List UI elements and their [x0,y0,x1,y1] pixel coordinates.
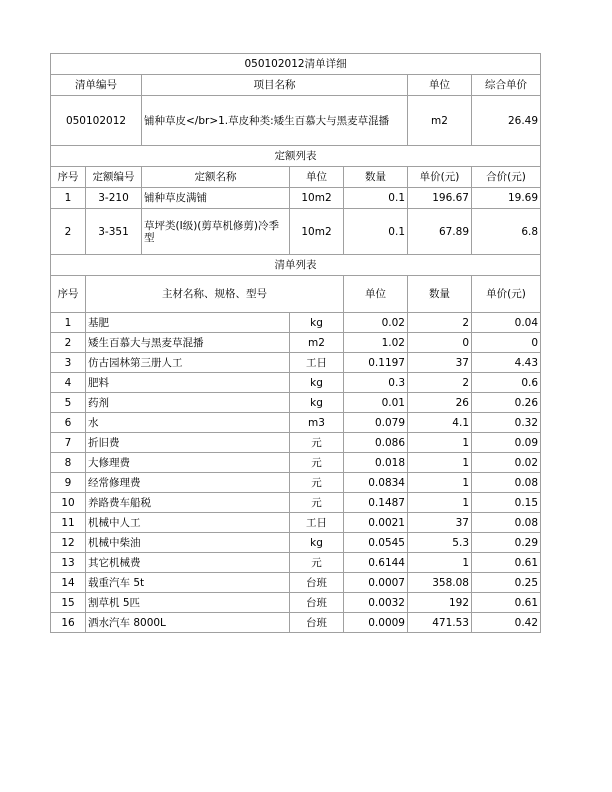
material-total: 4.43 [472,353,541,373]
material-price: 1 [408,473,472,493]
material-row [51,313,541,333]
material-unit: m2 [290,333,344,353]
material-qty: 0.01 [344,393,408,413]
material-unit: 台班 [290,593,344,613]
material-row [51,493,541,513]
material-qty: 0.0545 [344,533,408,553]
material-qty: 0.0834 [344,473,408,493]
material-row [51,453,541,473]
material-total: 0.08 [472,513,541,533]
material-name: 折旧费 [86,433,290,453]
material-qty: 0.0007 [344,573,408,593]
material-header-cell: 主材名称、规格、型号 [86,276,344,313]
material-qty: 0.3 [344,373,408,393]
material-price: 37 [408,353,472,373]
material-unit: kg [290,313,344,333]
material-price: 358.08 [408,573,472,593]
bill-name: 铺种草皮</br>1.草皮种类:矮生百慕大与黑麦草混播 [142,96,408,146]
material-row [51,373,541,393]
material-no: 4 [51,373,86,393]
quota-total: 19.69 [472,188,541,209]
material-price: 1 [408,553,472,573]
material-price: 1 [408,493,472,513]
material-unit: 工日 [290,513,344,533]
material-row [51,513,541,533]
quota-header-cell: 数量 [344,167,408,188]
material-total: 0.08 [472,473,541,493]
quota-code: 3-351 [86,209,142,255]
quota-no: 2 [51,209,86,255]
quota-header-cell: 定额名称 [142,167,290,188]
material-name: 载重汽车 5t [86,573,290,593]
quota-code: 3-210 [86,188,142,209]
material-row [51,573,541,593]
material-name: 机械中柴油 [86,533,290,553]
material-name: 养路费车船税 [86,493,290,513]
material-no: 3 [51,353,86,373]
material-no: 7 [51,433,86,453]
material-row [51,433,541,453]
quota-no: 1 [51,188,86,209]
quota-header-row [51,167,541,188]
material-unit: kg [290,533,344,553]
quota-header-cell: 单价(元) [408,167,472,188]
quota-row [51,209,541,255]
quota-header-cell: 定额编号 [86,167,142,188]
material-no: 6 [51,413,86,433]
material-qty: 1.02 [344,333,408,353]
quota-price: 196.67 [408,188,472,209]
material-no: 10 [51,493,86,513]
material-price: 1 [408,453,472,473]
bill-unit: m2 [408,96,472,146]
material-row [51,413,541,433]
material-header-cell: 单位 [344,276,408,313]
material-total: 0.25 [472,573,541,593]
material-price: 2 [408,313,472,333]
quota-total: 6.8 [472,209,541,255]
bill-unit-header: 单位 [408,75,472,96]
material-total: 0.26 [472,393,541,413]
material-qty: 0.1487 [344,493,408,513]
material-row [51,473,541,493]
material-total: 0.6 [472,373,541,393]
material-price: 1 [408,433,472,453]
material-no: 9 [51,473,86,493]
material-header-cell: 单价(元) [472,276,541,313]
material-unit: kg [290,393,344,413]
material-name: 药剂 [86,393,290,413]
material-total: 0.32 [472,413,541,433]
material-qty: 0.1197 [344,353,408,373]
material-price: 26 [408,393,472,413]
material-price: 0 [408,333,472,353]
quota-name: 草坪类(I级)(剪草机修剪)冷季型 [142,209,290,255]
material-row [51,593,541,613]
material-total: 0.29 [472,533,541,553]
material-section-title: 清单列表 [51,255,541,276]
bill-detail-table [50,53,541,633]
material-total: 0.61 [472,553,541,573]
material-total: 0.15 [472,493,541,513]
material-name: 机械中人工 [86,513,290,533]
material-price: 37 [408,513,472,533]
material-total: 0.02 [472,453,541,473]
quota-price: 67.89 [408,209,472,255]
material-unit: 元 [290,473,344,493]
quota-name: 铺种草皮满铺 [142,188,290,209]
material-qty: 0.086 [344,433,408,453]
material-row [51,613,541,633]
bill-code: 050102012 [51,96,142,146]
material-price: 2 [408,373,472,393]
material-name: 基肥 [86,313,290,333]
material-price: 4.1 [408,413,472,433]
bill-name-header: 项目名称 [142,75,408,96]
material-no: 14 [51,573,86,593]
material-unit: 元 [290,553,344,573]
quota-header-cell: 合价(元) [472,167,541,188]
quota-qty: 0.1 [344,188,408,209]
quota-section-title: 定额列表 [51,146,541,167]
material-total: 0.04 [472,313,541,333]
material-name: 其它机械费 [86,553,290,573]
material-unit: 台班 [290,573,344,593]
material-total: 0.42 [472,613,541,633]
material-name: 割草机 5匹 [86,593,290,613]
material-name: 矮生百慕大与黑麦草混播 [86,333,290,353]
material-price: 5.3 [408,533,472,553]
material-qty: 0.018 [344,453,408,473]
material-row [51,393,541,413]
material-row [51,533,541,553]
material-no: 16 [51,613,86,633]
material-no: 13 [51,553,86,573]
material-row [51,553,541,573]
material-no: 12 [51,533,86,553]
material-name: 洒水汽车 8000L [86,613,290,633]
material-no: 2 [51,333,86,353]
bill-price-header: 综合单价 [472,75,541,96]
material-name: 仿古园林第三册人工 [86,353,290,373]
material-total: 0.61 [472,593,541,613]
material-unit: 台班 [290,613,344,633]
material-unit: 工日 [290,353,344,373]
material-price: 192 [408,593,472,613]
material-qty: 0.079 [344,413,408,433]
material-row [51,353,541,373]
material-total: 0.09 [472,433,541,453]
quota-unit: 10m2 [290,188,344,209]
material-qty: 0.0021 [344,513,408,533]
material-header-row [51,276,541,313]
material-no: 5 [51,393,86,413]
material-no: 1 [51,313,86,333]
material-price: 471.53 [408,613,472,633]
material-qty: 0.0032 [344,593,408,613]
bill-code-header: 清单编号 [51,75,142,96]
material-qty: 0.6144 [344,553,408,573]
material-unit: 元 [290,493,344,513]
material-total: 0 [472,333,541,353]
material-header-cell: 数量 [408,276,472,313]
quota-row [51,188,541,209]
quota-qty: 0.1 [344,209,408,255]
material-name: 经常修理费 [86,473,290,493]
material-header-cell: 序号 [51,276,86,313]
material-name: 水 [86,413,290,433]
quota-header-cell: 序号 [51,167,86,188]
material-unit: 元 [290,453,344,473]
material-unit: kg [290,373,344,393]
quota-header-cell: 单位 [290,167,344,188]
material-name: 大修理费 [86,453,290,473]
material-no: 8 [51,453,86,473]
material-no: 11 [51,513,86,533]
bill-price: 26.49 [472,96,541,146]
material-unit: m3 [290,413,344,433]
material-qty: 0.0009 [344,613,408,633]
table-title: 050102012清单详细 [51,54,541,75]
material-name: 肥料 [86,373,290,393]
quota-unit: 10m2 [290,209,344,255]
material-no: 15 [51,593,86,613]
material-row [51,333,541,353]
material-unit: 元 [290,433,344,453]
material-qty: 0.02 [344,313,408,333]
